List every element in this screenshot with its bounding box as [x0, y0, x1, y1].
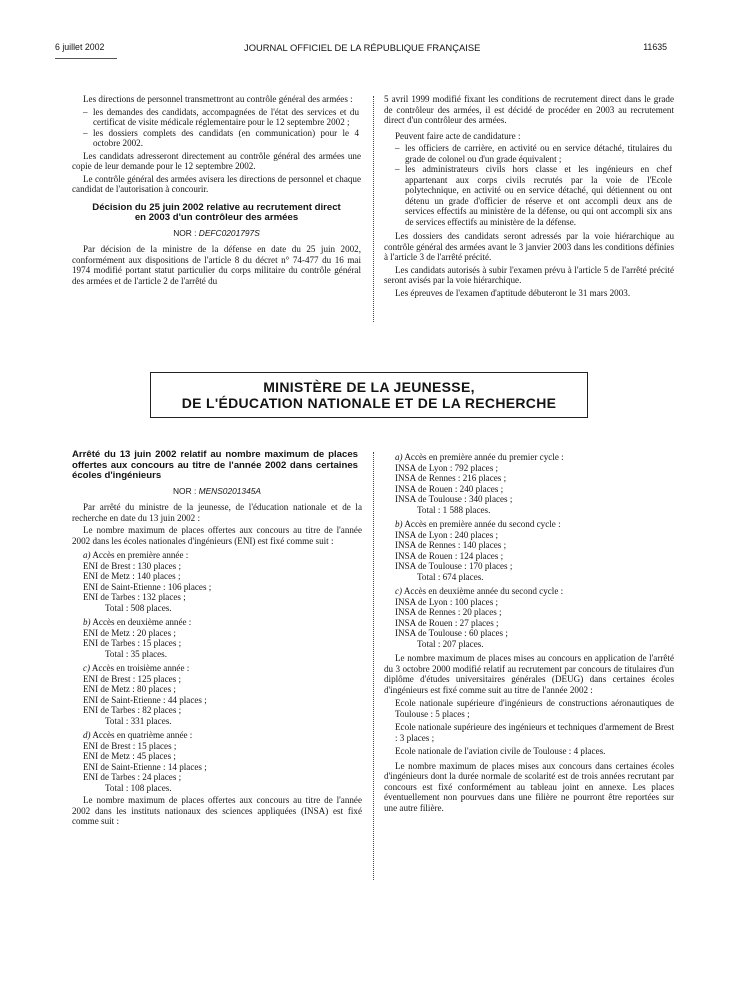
eni-section — [72, 617, 362, 659]
list-item: ENI de Tarbes : 15 places ; — [83, 638, 182, 648]
paragraph: Par arrêté du ministre de la jeunesse, de l'éducation nationale et de la recherche en date du 13 juin 2002 : — [72, 502, 362, 523]
candidature-item: – les administrateurs civils hors classe et les ingénieurs en chef appartenant aux corps civils recrutés par la voie de l'Ecole polytechnique, en activité ou en service détaché, qui détiennent ou ont détenu un grade d'officier de réserve et ont accompli deux ans de services effectifs au ministère de la défense, ou qui ont accompli six ans de services effectifs au ministère de la défense. — [384, 164, 674, 227]
section-heading: c) Accès en troisième année : — [83, 663, 190, 673]
header-journal-title: JOURNAL OFFICIEL DE LA RÉPUBLIQUE FRANÇAISE — [244, 42, 481, 53]
section-heading: b) Accès en première année du second cycle : — [395, 519, 561, 529]
ministry-line-1: MINISTÈRE DE LA JEUNESSE, — [263, 379, 475, 395]
header-rule — [55, 58, 117, 59]
top-left-column — [72, 94, 361, 288]
header-date: 6 juillet 2002 — [55, 42, 105, 52]
decision-continuation: 5 avril 1999 modifié fixant les conditions de recrutement direct dans le grade de contrôleur des armées, il est décidé de procéder en 2003 au recrutement direct d'un contrôleur des armées. — [384, 94, 674, 125]
top-right-column — [384, 94, 674, 300]
paragraph: Le contrôle général des armées avisera les directions de personnel et chaque candidat de l'autorisation à concourir. — [72, 173, 361, 194]
paragraph: Le nombre maximum de places offertes aux concours au titre de l'année 2002 dans les instituts nationaux des sciences appliquées (INSA) est fixé comme suit : — [72, 795, 362, 826]
list-item: ENI de Metz : 45 places ; — [83, 751, 176, 761]
directions-item: – les dossiers complets des candidats (en communication) pour le 4 octobre 2002. — [72, 128, 361, 149]
list-item: ENI de Tarbes : 24 places ; — [83, 772, 182, 782]
insa-section — [384, 586, 674, 649]
list-item: INSA de Rennes : 20 places ; — [395, 607, 502, 617]
column-divider — [373, 96, 374, 322]
section-total: Total : 108 places. — [105, 782, 172, 793]
paragraph: Le nombre maximum de places offertes aux concours au titre de l'année 2002 dans les écoles nationales d'ingénieurs (ENI) est fixé comme suit : — [72, 525, 362, 546]
school-item: Ecole nationale de l'aviation civile de Toulouse : 4 places. — [395, 746, 606, 756]
candidature-list — [384, 143, 674, 227]
eni-section — [72, 550, 362, 613]
bottom-left-column — [72, 450, 362, 829]
list-item: ENI de Saint-Etienne : 106 places ; — [83, 581, 212, 592]
school-item: Ecole nationale supérieure d'ingénieurs de constructions aéronautiques de Toulouse : 5 places ; — [395, 698, 674, 719]
section-heading: a) Accès en première année : — [83, 550, 189, 560]
section-total: Total : 331 places. — [105, 715, 172, 726]
section-total: Total : 207 places. — [417, 638, 484, 649]
paragraph: Le nombre maximum de places mises au concours en application de l'arrêté du 3 octobre 2000 modifié relatif au recrutement par concours de titulaires d'un diplôme d'études universitaires générales (DEUG) dans certaines écoles d'ingénieurs est fixé comme suit au titre de l'année 2002 : — [384, 653, 674, 695]
list-item: ENI de Brest : 15 places ; — [83, 740, 177, 751]
directions-list — [72, 107, 361, 149]
list-item: INSA de Rennes : 216 places ; — [395, 473, 507, 483]
bottom-right-column — [384, 452, 674, 815]
list-item: ENI de Metz : 80 places ; — [83, 684, 176, 694]
section-total: Total : 674 places. — [417, 571, 484, 582]
candidature-item: – les officiers de carrière, en activité ou en service détaché, titulaires du grade de colonel ou d'un grade équivalent ; — [384, 143, 674, 164]
school-item: Ecole nationale supérieure des ingénieurs et techniques d'armement de Brest : 3 places ; — [395, 722, 674, 743]
paragraph: Les candidats autorisés à subir l'examen prévu à l'article 5 de l'arrêté précité seront avisés par la voie hiérarchique. — [384, 264, 674, 285]
list-item: ENI de Metz : 20 places ; — [83, 627, 176, 638]
header-page-number: 11635 — [643, 42, 667, 52]
decision-nor: NOR : DEFC0201797S — [173, 227, 260, 238]
list-item: ENI de Saint-Etienne : 14 places ; — [83, 761, 207, 772]
section-heading: a) Accès en première année du premier cycle : — [395, 452, 564, 462]
section-total: Total : 35 places. — [105, 648, 167, 659]
page-header — [0, 0, 748, 60]
section-heading: b) Accès en deuxième année : — [83, 617, 192, 627]
list-item: INSA de Rouen : 27 places ; — [395, 617, 499, 628]
list-item: INSA de Toulouse : 170 places ; — [395, 561, 513, 571]
paragraph: Le nombre maximum de places mises aux concours dans certaines écoles d'ingénieurs dont la durée normale de scolarité est de trois années recrutant par concours est fixé conformément au tableau joint en annexe. Les places éventuellement non pourvues dans une filière ne pourront être reportées sur une autre filière. — [384, 760, 674, 813]
list-item: ENI de Saint-Etienne : 44 places ; — [83, 694, 207, 705]
list-item: ENI de Brest : 130 places ; — [83, 560, 181, 571]
decision-text: Par décision de la ministre de la défense en date du 25 juin 2002, conformément aux dispositions de l'article 8 du décret n° 74-477 du 16 mai 1974 modifié portant statut particulier du corps militaire du contrôle général des armées et de l'article 2 de l'arrêté du — [72, 244, 361, 286]
list-item: INSA de Lyon : 240 places ; — [395, 529, 499, 540]
list-item: ENI de Tarbes : 82 places ; — [83, 705, 182, 715]
section-heading: c) Accès en deuxième année du second cycle : — [395, 586, 564, 596]
list-item: INSA de Toulouse : 60 places ; — [395, 628, 508, 638]
decision-title: Décision du 25 juin 2002 relative au recrutement direct en 2003 d'un contrôleur des armées — [92, 201, 341, 223]
arrete-title: Arrêté du 13 juin 2002 relatif au nombre maximum de places offertes aux concours au titre de l'année 2002 dans certaines écoles d'ingénieurs — [72, 449, 358, 481]
directions-intro: Les directions de personnel transmettront au contrôle général des armées : — [83, 94, 353, 104]
list-item: INSA de Rouen : 240 places ; — [395, 483, 504, 494]
paragraph: Les épreuves de l'examen d'aptitude débuteront le 31 mars 2003. — [395, 287, 631, 298]
section-total: Total : 1 588 places. — [417, 504, 491, 515]
ministry-heading-box — [150, 372, 588, 418]
candidature-intro: Peuvent faire acte de candidature : — [395, 130, 521, 141]
column-divider — [373, 452, 374, 880]
eni-section — [72, 663, 362, 726]
list-item: ENI de Metz : 140 places ; — [83, 571, 181, 581]
section-heading: d) Accès en quatrième année : — [83, 730, 193, 740]
directions-item: – les demandes des candidats, accompagnées de l'état des services et du certificat de visite médicale réglementaire pour le 12 septembre 2002 ; — [72, 107, 361, 128]
list-item: INSA de Lyon : 792 places ; — [395, 462, 499, 473]
list-item: INSA de Rouen : 124 places ; — [395, 550, 504, 561]
list-item: INSA de Lyon : 100 places ; — [395, 596, 499, 607]
insa-section — [384, 519, 674, 582]
insa-section — [384, 452, 674, 515]
list-item: ENI de Tarbes : 132 places ; — [83, 592, 186, 602]
list-item: ENI de Brest : 125 places ; — [83, 673, 181, 684]
paragraph: Les dossiers des candidats seront adressés par la voie hiérarchique au contrôle général des armées avant le 3 janvier 2003 dans les conditions définies à l'article 3 de l'arrêté précité. — [384, 231, 674, 262]
list-item: INSA de Rennes : 140 places ; — [395, 540, 507, 550]
arrete-nor: NOR : MENS0201345A — [173, 485, 261, 496]
section-total: Total : 508 places. — [105, 602, 172, 613]
eni-section — [72, 730, 362, 793]
list-item: INSA de Toulouse : 340 places ; — [395, 494, 513, 504]
paragraph: Les candidats adresseront directement au contrôle général des armées une copie de leur demande pour le 12 septembre 2002. — [72, 150, 361, 171]
ministry-line-2: DE L'ÉDUCATION NATIONALE ET DE LA RECHERCHE — [181, 395, 557, 411]
